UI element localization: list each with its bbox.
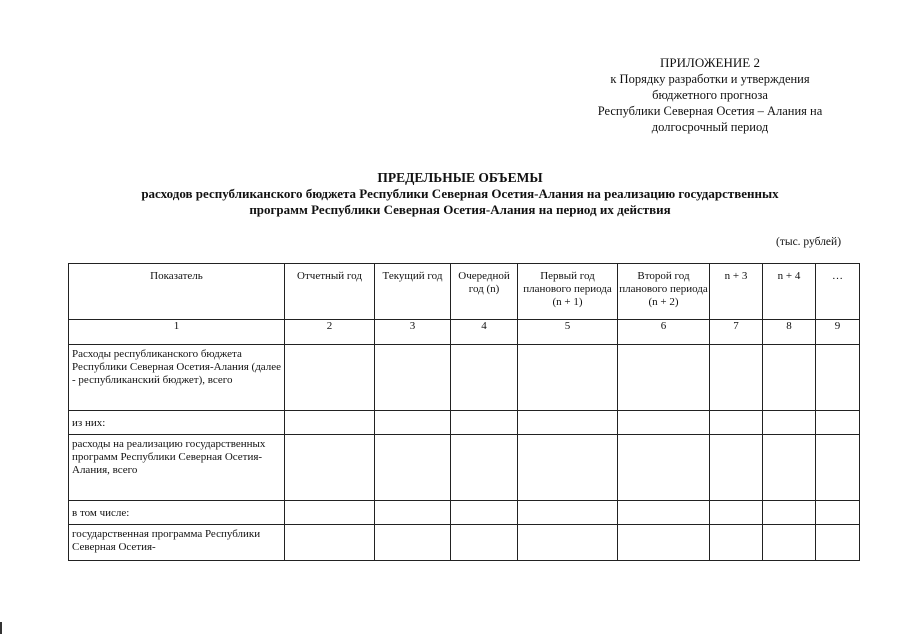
- empty-cell: [816, 435, 860, 501]
- appendix-line: бюджетного прогноза: [652, 88, 768, 102]
- units-label: (тыс. рублей): [776, 236, 842, 248]
- document-title: [40, 170, 880, 218]
- column-header: Очередной год (n): [451, 264, 518, 320]
- empty-cell: [285, 525, 375, 561]
- table-row: [69, 435, 860, 501]
- subtitle-line: программ Республики Северная Осетия-Алания на период их действия: [249, 202, 671, 217]
- table-row: [69, 501, 860, 525]
- column-number: 6: [618, 320, 710, 345]
- empty-cell: [451, 501, 518, 525]
- empty-cell: [518, 411, 618, 435]
- appendix-line: к Порядку разработки и утверждения: [610, 72, 810, 86]
- empty-cell: [710, 411, 763, 435]
- column-number: 2: [285, 320, 375, 345]
- column-number: 5: [518, 320, 618, 345]
- empty-cell: [763, 435, 816, 501]
- row-label: из них:: [69, 411, 285, 435]
- column-number: 1: [69, 320, 285, 345]
- empty-cell: [285, 435, 375, 501]
- empty-cell: [763, 501, 816, 525]
- empty-cell: [618, 501, 710, 525]
- empty-cell: [285, 501, 375, 525]
- column-header: Показатель: [69, 264, 285, 320]
- empty-cell: [763, 525, 816, 561]
- empty-cell: [710, 501, 763, 525]
- empty-cell: [285, 345, 375, 411]
- column-header: Второй год планового периода (n + 2): [618, 264, 710, 320]
- empty-cell: [618, 345, 710, 411]
- empty-cell: [710, 345, 763, 411]
- appendix-heading: ПРИЛОЖЕНИЕ 2: [660, 55, 760, 70]
- empty-cell: [375, 525, 451, 561]
- empty-cell: [618, 525, 710, 561]
- table-row: [69, 525, 860, 561]
- empty-cell: [375, 411, 451, 435]
- subtitle-line: расходов республиканского бюджета Республики Северная Осетия-Алания на реализацию государственных: [141, 186, 779, 201]
- table-header-row: [69, 264, 860, 320]
- column-header: …: [816, 264, 860, 320]
- empty-cell: [451, 345, 518, 411]
- empty-cell: [816, 345, 860, 411]
- budget-table: [68, 263, 860, 561]
- row-label: Расходы республиканского бюджета Республики Северная Осетия-Алания (далее - республиканский бюджет), всего: [69, 345, 285, 411]
- column-number: 8: [763, 320, 816, 345]
- empty-cell: [816, 501, 860, 525]
- appendix-line: долгосрочный период: [651, 120, 769, 134]
- row-label: государственная программа Республики Северная Осетия-: [69, 525, 285, 561]
- column-header: n + 4: [763, 264, 816, 320]
- empty-cell: [451, 411, 518, 435]
- empty-cell: [763, 345, 816, 411]
- empty-cell: [618, 435, 710, 501]
- empty-cell: [763, 411, 816, 435]
- appendix-line: Республики Северная Осетия – Алания на: [597, 104, 823, 118]
- column-number: 4: [451, 320, 518, 345]
- column-header: Отчетный год: [285, 264, 375, 320]
- empty-cell: [285, 411, 375, 435]
- empty-cell: [816, 525, 860, 561]
- empty-cell: [518, 345, 618, 411]
- column-number: 3: [375, 320, 451, 345]
- column-number-row: [69, 320, 860, 345]
- column-number: 7: [710, 320, 763, 345]
- empty-cell: [451, 525, 518, 561]
- empty-cell: [518, 435, 618, 501]
- empty-cell: [710, 435, 763, 501]
- row-label: в том числе:: [69, 501, 285, 525]
- empty-cell: [618, 411, 710, 435]
- empty-cell: [710, 525, 763, 561]
- empty-cell: [518, 501, 618, 525]
- empty-cell: [816, 411, 860, 435]
- table-row: [69, 345, 860, 411]
- scan-edge-mark: [0, 622, 2, 634]
- column-header: Первый год планового периода (n + 1): [518, 264, 618, 320]
- appendix-block: [560, 55, 860, 135]
- empty-cell: [451, 435, 518, 501]
- empty-cell: [375, 435, 451, 501]
- main-title: ПРЕДЕЛЬНЫЕ ОБЪЕМЫ: [377, 170, 543, 185]
- row-label: расходы на реализацию государственных программ Республики Северная Осетия-Алания, всего: [69, 435, 285, 501]
- empty-cell: [375, 345, 451, 411]
- column-number: 9: [816, 320, 860, 345]
- empty-cell: [375, 501, 451, 525]
- column-header: n + 3: [710, 264, 763, 320]
- column-header: Текущий год: [375, 264, 451, 320]
- empty-cell: [518, 525, 618, 561]
- table-row: [69, 411, 860, 435]
